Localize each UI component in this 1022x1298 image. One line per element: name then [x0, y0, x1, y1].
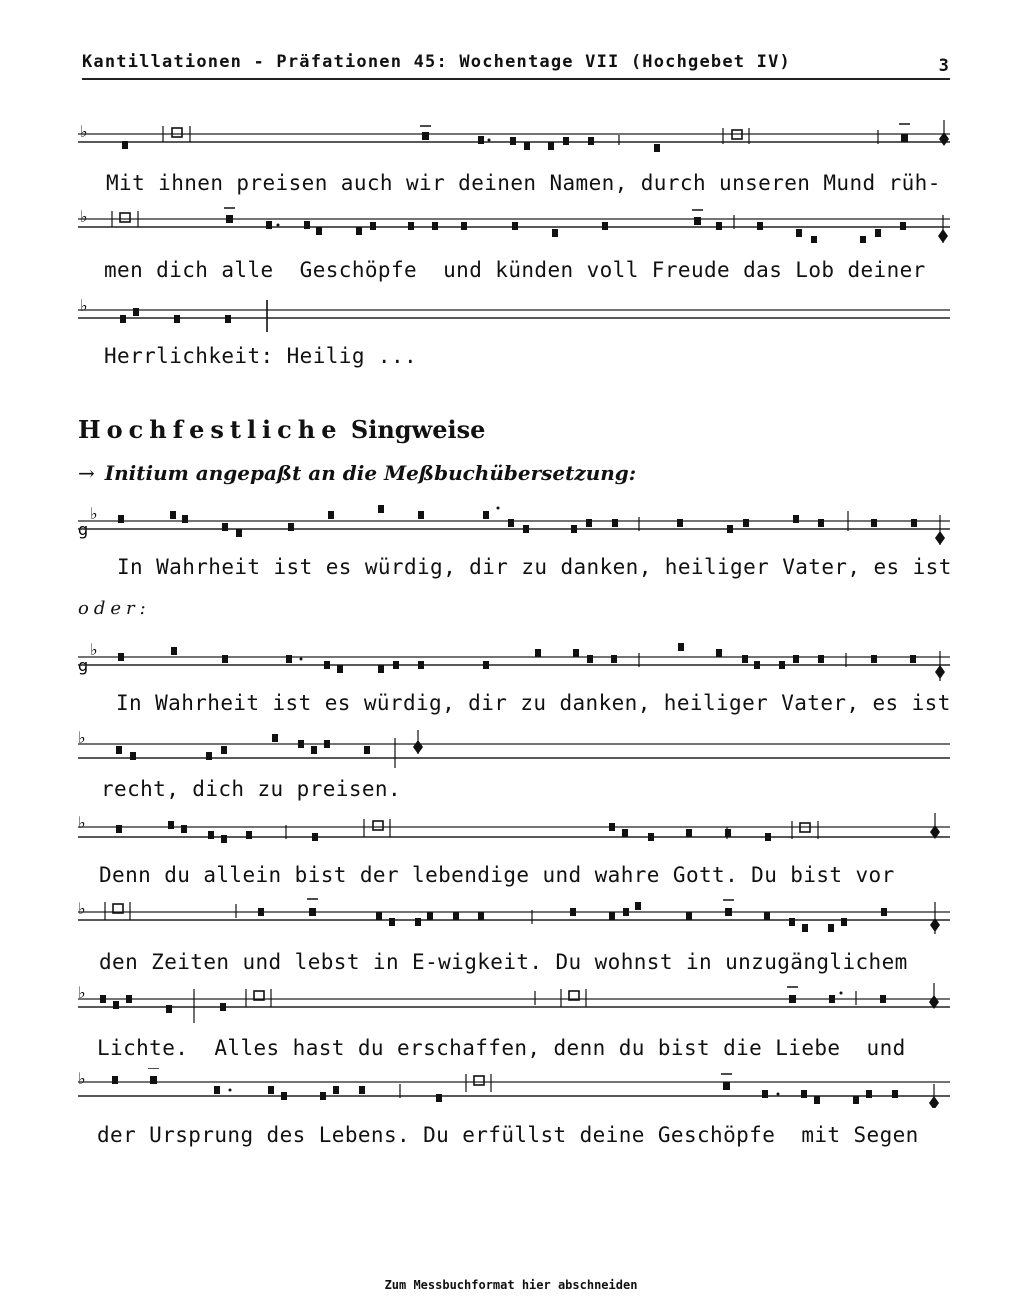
flat-clef: ♭: [90, 641, 98, 659]
page-header: [82, 52, 950, 80]
music-staff-10: [70, 1068, 950, 1108]
music-staff-1: [70, 118, 950, 158]
subheading: [78, 461, 636, 485]
music-staff-7: [70, 813, 950, 853]
music-staff-4: [70, 505, 950, 545]
flat-clef: ♭: [78, 899, 86, 918]
music-staff-2: [70, 203, 950, 243]
music-staff-8: [70, 898, 950, 938]
music-staff-5: [70, 641, 950, 681]
footer-note: Zum Messbuchformat hier abschneiden: [384, 1278, 638, 1292]
flat-clef: ♭: [80, 207, 88, 226]
lyric-line-6: recht, dich zu preisen.: [101, 777, 401, 801]
arrow-icon: →: [78, 461, 95, 485]
lyric-line-2: men dich alle Geschöpfe und künden voll Freude das Lob deiner: [104, 258, 926, 282]
music-staff-9: [70, 983, 950, 1023]
staff-2-notation: [70, 203, 950, 243]
section-heading: [78, 415, 485, 444]
music-staff-6: [70, 728, 950, 768]
flat-clef: ♭: [78, 728, 86, 747]
subheading-text: Initium angepaßt an die Meßbuchübersetzung:: [104, 461, 637, 485]
lyric-line-5: In Wahrheit ist es würdig, dir zu danken, heiliger Vater, es ist: [116, 691, 951, 715]
g-clef-letter: g: [78, 520, 89, 539]
staff-3-notation: [70, 294, 950, 334]
staff-1-notation: [70, 118, 950, 158]
lyric-line-4: In Wahrheit ist es würdig, dir zu danken, heiliger Vater, es ist: [117, 555, 952, 579]
staff-9-notation: [70, 983, 950, 1023]
lyric-line-8: den Zeiten und lebst in E-wigkeit. Du wohnst in unzugänglichem: [99, 950, 908, 974]
section-heading-rest: Singweise: [350, 415, 486, 444]
staff-4-notation: [70, 505, 950, 545]
lyric-line-7: Denn du allein bist der lebendige und wahre Gott. Du bist vor: [99, 863, 895, 887]
oder-label: oder:: [78, 598, 151, 619]
lyric-line-3: Herrlichkeit: Heilig ...: [104, 344, 418, 368]
lyric-line-9: Lichte. Alles hast du erschaffen, denn du bist die Liebe und: [97, 1036, 906, 1060]
staff-6-notation: [70, 728, 950, 768]
lyric-line-10: der Ursprung des Lebens. Du erfüllst deine Geschöpfe mit Segen: [97, 1123, 919, 1147]
page-number: 3: [938, 56, 950, 76]
flat-clef: ♭: [78, 813, 86, 832]
staff-7-notation: [70, 813, 950, 853]
flat-clef: ♭: [78, 1069, 86, 1088]
flat-clef: ♭: [78, 983, 86, 1002]
flat-clef: ♭: [90, 505, 98, 523]
flat-clef: ♭: [80, 122, 88, 141]
staff-10-notation: [70, 1068, 950, 1108]
page-title: Kantillationen - Präfationen 45: Wochentage VII (Hochgebet IV): [82, 52, 791, 72]
music-staff-3: [70, 294, 950, 334]
section-heading-spaced: Hochfestliche: [78, 415, 343, 444]
flat-clef: ♭: [80, 296, 88, 315]
staff-8-notation: [70, 898, 950, 938]
g-clef-letter: g: [78, 656, 89, 675]
staff-5-notation: [70, 641, 950, 681]
lyric-line-1: Mit ihnen preisen auch wir deinen Namen, durch unseren Mund rüh-: [106, 171, 941, 195]
